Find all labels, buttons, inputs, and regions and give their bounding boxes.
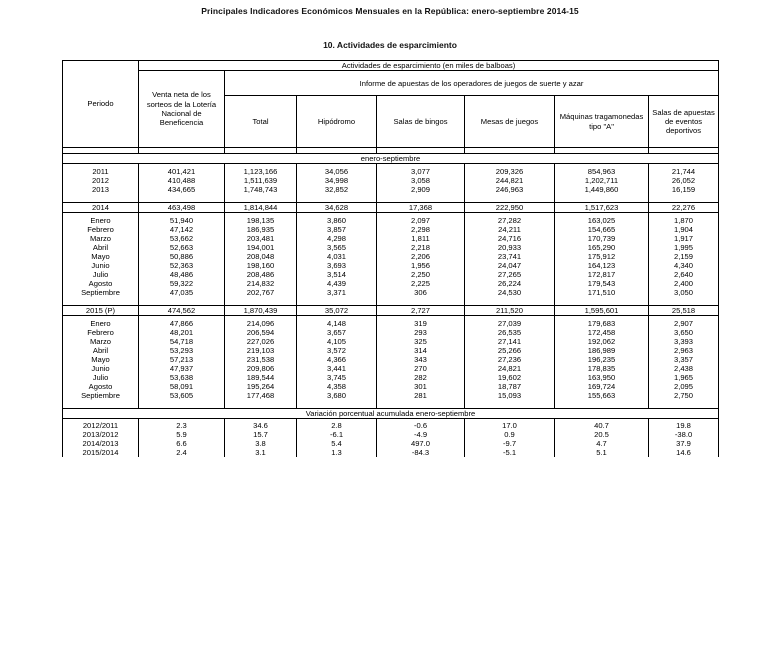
- spacer-cell: [63, 297, 139, 306]
- spacer-cell: [649, 400, 719, 409]
- row-value-cell: 246,963: [465, 185, 555, 194]
- row-period-label: Junio: [63, 261, 139, 270]
- row-period-label: 2012: [63, 176, 139, 185]
- row-value-cell: 14.6: [649, 448, 719, 457]
- table-row: [63, 279, 719, 288]
- band-label-enero-septiembre: enero-septiembre: [63, 154, 719, 164]
- row-value-cell: 179,543: [555, 279, 649, 288]
- row-value-cell: 48,486: [139, 270, 225, 279]
- row-value-cell: 3,441: [297, 364, 377, 373]
- row-value-cell: 3,857: [297, 225, 377, 234]
- row-value-cell: 20,933: [465, 243, 555, 252]
- header-col-salas-bingos: Salas de bingos: [377, 96, 465, 148]
- row-value-cell: 2.3: [139, 421, 225, 430]
- row-value-cell: 1,123,166: [225, 167, 297, 176]
- row-value-cell: 2,159: [649, 252, 719, 261]
- row-period-label: Septiembre: [63, 288, 139, 297]
- row-value-cell: 35,072: [297, 306, 377, 316]
- row-value-cell: 47,142: [139, 225, 225, 234]
- row-value-cell: 2,963: [649, 346, 719, 355]
- spacer-cell: [297, 297, 377, 306]
- row-value-cell: 58,091: [139, 382, 225, 391]
- row-value-cell: 2,750: [649, 391, 719, 400]
- header-periodo: Periodo: [63, 61, 139, 148]
- spacer-cell: [139, 400, 225, 409]
- table-row: [63, 391, 719, 400]
- row-value-cell: 2.8: [297, 421, 377, 430]
- row-value-cell: 2,907: [649, 319, 719, 328]
- row-period-label: 2013/2012: [63, 430, 139, 439]
- table-row: [63, 364, 719, 373]
- table-row: [63, 225, 719, 234]
- row-value-cell: 2,640: [649, 270, 719, 279]
- row-period-label: Marzo: [63, 234, 139, 243]
- row-value-cell: 319: [377, 319, 465, 328]
- spacer-cell: [63, 400, 139, 409]
- row-value-cell: 53,662: [139, 234, 225, 243]
- row-period-label: 2015/2014: [63, 448, 139, 457]
- header-col-loteria: Venta neta de los sorteos de la Lotería Nacional de Beneficencia: [139, 71, 225, 148]
- table-row: [63, 270, 719, 279]
- header-col-total: Total: [225, 96, 297, 148]
- row-value-cell: 5.1: [555, 448, 649, 457]
- spacer-cell: [297, 400, 377, 409]
- row-value-cell: 50,886: [139, 252, 225, 261]
- row-value-cell: 15.7: [225, 430, 297, 439]
- row-value-cell: 3,371: [297, 288, 377, 297]
- row-value-cell: 2,206: [377, 252, 465, 261]
- spacer-cell: [63, 194, 139, 203]
- row-value-cell: 244,821: [465, 176, 555, 185]
- row-value-cell: 27,236: [465, 355, 555, 364]
- row-value-cell: 4,340: [649, 261, 719, 270]
- row-value-cell: -84.3: [377, 448, 465, 457]
- row-value-cell: 2,218: [377, 243, 465, 252]
- row-value-cell: 25,266: [465, 346, 555, 355]
- row-value-cell: 1.3: [297, 448, 377, 457]
- table-row: [63, 252, 719, 261]
- header-col-deportivos: Salas de apuestas de eventos deportivos: [649, 96, 719, 148]
- row-value-cell: 4,148: [297, 319, 377, 328]
- row-value-cell: 175,912: [555, 252, 649, 261]
- row-value-cell: 208,486: [225, 270, 297, 279]
- row-value-cell: 282: [377, 373, 465, 382]
- row-period-label: 2012/2011: [63, 421, 139, 430]
- row-value-cell: 163,950: [555, 373, 649, 382]
- row-value-cell: 16,159: [649, 185, 719, 194]
- row-value-cell: 293: [377, 328, 465, 337]
- row-value-cell: 194,001: [225, 243, 297, 252]
- row-value-cell: 1,811: [377, 234, 465, 243]
- table-row: [63, 203, 719, 213]
- row-value-cell: 53,638: [139, 373, 225, 382]
- row-value-cell: 24,716: [465, 234, 555, 243]
- row-period-label: 2014: [63, 203, 139, 213]
- row-value-cell: 19.8: [649, 421, 719, 430]
- row-value-cell: 1,870,439: [225, 306, 297, 316]
- row-value-cell: 6.6: [139, 439, 225, 448]
- row-value-cell: 1,870: [649, 216, 719, 225]
- row-value-cell: 4,439: [297, 279, 377, 288]
- row-value-cell: 155,663: [555, 391, 649, 400]
- row-period-label: Marzo: [63, 337, 139, 346]
- row-value-cell: 24,211: [465, 225, 555, 234]
- row-value-cell: 2.4: [139, 448, 225, 457]
- row-value-cell: 53,605: [139, 391, 225, 400]
- spacer-cell: [139, 194, 225, 203]
- table-row: [63, 439, 719, 448]
- header-row-group-top: [63, 61, 719, 71]
- row-value-cell: 434,665: [139, 185, 225, 194]
- band-row: [63, 409, 719, 419]
- row-value-cell: 211,520: [465, 306, 555, 316]
- row-value-cell: -5.1: [465, 448, 555, 457]
- row-value-cell: 4,298: [297, 234, 377, 243]
- row-value-cell: 214,832: [225, 279, 297, 288]
- spacer-row: [63, 194, 719, 203]
- row-value-cell: 165,290: [555, 243, 649, 252]
- row-value-cell: 52,363: [139, 261, 225, 270]
- row-period-label: Enero: [63, 216, 139, 225]
- row-value-cell: 48,201: [139, 328, 225, 337]
- row-period-label: Febrero: [63, 225, 139, 234]
- row-value-cell: 34,998: [297, 176, 377, 185]
- spacer-cell: [555, 400, 649, 409]
- table-row: [63, 288, 719, 297]
- table-row: [63, 373, 719, 382]
- row-value-cell: 34,056: [297, 167, 377, 176]
- row-value-cell: 47,866: [139, 319, 225, 328]
- row-value-cell: 51,940: [139, 216, 225, 225]
- row-value-cell: 18,787: [465, 382, 555, 391]
- row-value-cell: 2,400: [649, 279, 719, 288]
- row-value-cell: 1,748,743: [225, 185, 297, 194]
- row-value-cell: 40.7: [555, 421, 649, 430]
- row-value-cell: 209,326: [465, 167, 555, 176]
- row-value-cell: 222,950: [465, 203, 555, 213]
- row-value-cell: 1,956: [377, 261, 465, 270]
- row-value-cell: 2,095: [649, 382, 719, 391]
- row-period-label: Junio: [63, 364, 139, 373]
- row-period-label: Mayo: [63, 252, 139, 261]
- row-value-cell: 57,213: [139, 355, 225, 364]
- row-value-cell: 52,663: [139, 243, 225, 252]
- row-value-cell: 5.4: [297, 439, 377, 448]
- statistics-table-container: [62, 60, 718, 457]
- table-row: [63, 346, 719, 355]
- spacer-cell: [377, 400, 465, 409]
- header-col-maquinas: Máquinas tragamonedas tipo "A": [555, 96, 649, 148]
- row-value-cell: 169,724: [555, 382, 649, 391]
- spacer-cell: [377, 297, 465, 306]
- row-value-cell: 227,026: [225, 337, 297, 346]
- row-value-cell: 154,665: [555, 225, 649, 234]
- row-value-cell: 172,458: [555, 328, 649, 337]
- row-value-cell: 3,860: [297, 216, 377, 225]
- row-value-cell: 3,565: [297, 243, 377, 252]
- row-period-label: 2011: [63, 167, 139, 176]
- row-value-cell: 20.5: [555, 430, 649, 439]
- row-period-label: Julio: [63, 373, 139, 382]
- table-row: [63, 234, 719, 243]
- row-value-cell: 3,572: [297, 346, 377, 355]
- band-label-variacion-porcentual: Variación porcentual acumulada enero-septiembre: [63, 409, 719, 419]
- spacer-cell: [649, 194, 719, 203]
- row-value-cell: 497.0: [377, 439, 465, 448]
- row-value-cell: 172,817: [555, 270, 649, 279]
- table-row: [63, 430, 719, 439]
- row-value-cell: 5.9: [139, 430, 225, 439]
- row-value-cell: 198,160: [225, 261, 297, 270]
- row-period-label: Julio: [63, 270, 139, 279]
- row-period-label: Febrero: [63, 328, 139, 337]
- row-value-cell: 27,282: [465, 216, 555, 225]
- row-value-cell: 3,650: [649, 328, 719, 337]
- row-value-cell: 4,358: [297, 382, 377, 391]
- table-row: [63, 421, 719, 430]
- row-value-cell: -0.6: [377, 421, 465, 430]
- row-value-cell: 177,468: [225, 391, 297, 400]
- row-value-cell: 1,904: [649, 225, 719, 234]
- row-value-cell: 196,235: [555, 355, 649, 364]
- row-value-cell: 23,741: [465, 252, 555, 261]
- row-value-cell: 3,745: [297, 373, 377, 382]
- row-value-cell: 192,062: [555, 337, 649, 346]
- section-title: 10. Actividades de esparcimiento: [323, 40, 457, 50]
- table-row: [63, 261, 719, 270]
- spacer-cell: [465, 400, 555, 409]
- row-value-cell: 270: [377, 364, 465, 373]
- row-value-cell: 343: [377, 355, 465, 364]
- row-value-cell: 2,250: [377, 270, 465, 279]
- row-value-cell: 1,965: [649, 373, 719, 382]
- row-value-cell: 2,298: [377, 225, 465, 234]
- row-value-cell: 3,693: [297, 261, 377, 270]
- table-row: [63, 448, 719, 457]
- row-value-cell: 1,917: [649, 234, 719, 243]
- row-value-cell: 27,141: [465, 337, 555, 346]
- table-row: [63, 337, 719, 346]
- row-value-cell: 1,202,711: [555, 176, 649, 185]
- row-period-label: 2013: [63, 185, 139, 194]
- row-value-cell: 0.9: [465, 430, 555, 439]
- row-value-cell: 3.1: [225, 448, 297, 457]
- row-value-cell: 164,123: [555, 261, 649, 270]
- row-value-cell: 189,544: [225, 373, 297, 382]
- spacer-cell: [555, 194, 649, 203]
- row-value-cell: 281: [377, 391, 465, 400]
- row-value-cell: 24,530: [465, 288, 555, 297]
- row-period-label: Septiembre: [63, 391, 139, 400]
- row-value-cell: 1,511,639: [225, 176, 297, 185]
- row-value-cell: 4.7: [555, 439, 649, 448]
- row-value-cell: 206,594: [225, 328, 297, 337]
- row-value-cell: 163,025: [555, 216, 649, 225]
- band-row-enero-septiembre: [63, 154, 719, 164]
- row-value-cell: 2,909: [377, 185, 465, 194]
- row-value-cell: 1,449,860: [555, 185, 649, 194]
- row-value-cell: 306: [377, 288, 465, 297]
- row-value-cell: 4,366: [297, 355, 377, 364]
- row-value-cell: 47,035: [139, 288, 225, 297]
- row-value-cell: 2,225: [377, 279, 465, 288]
- row-value-cell: 2,438: [649, 364, 719, 373]
- table-row: [63, 185, 719, 194]
- row-value-cell: 3,077: [377, 167, 465, 176]
- row-value-cell: 463,498: [139, 203, 225, 213]
- row-value-cell: 410,488: [139, 176, 225, 185]
- row-value-cell: 214,096: [225, 319, 297, 328]
- document-title: Principales Indicadores Económicos Mensuales en la República: enero-septiembre 2014-15: [201, 6, 579, 16]
- row-value-cell: 4,031: [297, 252, 377, 261]
- row-value-cell: 19,602: [465, 373, 555, 382]
- row-value-cell: 59,322: [139, 279, 225, 288]
- spacer-cell: [465, 297, 555, 306]
- row-value-cell: 325: [377, 337, 465, 346]
- header-group-esparcimiento: Actividades de esparcimiento (en miles de balboas): [139, 61, 719, 71]
- table-row: [63, 382, 719, 391]
- spacer-cell: [139, 297, 225, 306]
- spacer-cell: [555, 297, 649, 306]
- row-period-label: Agosto: [63, 279, 139, 288]
- row-value-cell: 195,264: [225, 382, 297, 391]
- table-row: [63, 216, 719, 225]
- row-period-label: Abril: [63, 243, 139, 252]
- spacer-cell: [225, 194, 297, 203]
- row-value-cell: 32,852: [297, 185, 377, 194]
- row-value-cell: 186,989: [555, 346, 649, 355]
- spacer-cell: [649, 297, 719, 306]
- row-period-label: 2015 (P): [63, 306, 139, 316]
- row-period-label: 2014/2013: [63, 439, 139, 448]
- spacer-row: [63, 400, 719, 409]
- row-value-cell: 202,767: [225, 288, 297, 297]
- table-row: [63, 328, 719, 337]
- row-period-label: Enero: [63, 319, 139, 328]
- row-value-cell: 27,039: [465, 319, 555, 328]
- spacer-cell: [377, 194, 465, 203]
- row-value-cell: 3,357: [649, 355, 719, 364]
- spacer-cell: [225, 400, 297, 409]
- row-value-cell: 208,048: [225, 252, 297, 261]
- spacer-row: [63, 297, 719, 306]
- row-value-cell: 186,935: [225, 225, 297, 234]
- row-value-cell: 54,718: [139, 337, 225, 346]
- row-value-cell: 179,683: [555, 319, 649, 328]
- row-value-cell: 34,628: [297, 203, 377, 213]
- row-value-cell: 22,276: [649, 203, 719, 213]
- row-period-label: Agosto: [63, 382, 139, 391]
- row-value-cell: 26,052: [649, 176, 719, 185]
- row-value-cell: -9.7: [465, 439, 555, 448]
- row-value-cell: 26,224: [465, 279, 555, 288]
- header-row-group-second: [63, 71, 719, 96]
- row-value-cell: 47,937: [139, 364, 225, 373]
- table-row: [63, 355, 719, 364]
- row-value-cell: 1,995: [649, 243, 719, 252]
- spacer-cell: [225, 297, 297, 306]
- row-value-cell: 4,105: [297, 337, 377, 346]
- row-value-cell: 3,680: [297, 391, 377, 400]
- row-value-cell: 209,806: [225, 364, 297, 373]
- row-value-cell: 26,535: [465, 328, 555, 337]
- table-row: [63, 319, 719, 328]
- row-value-cell: 17,368: [377, 203, 465, 213]
- row-value-cell: 854,963: [555, 167, 649, 176]
- row-value-cell: 21,744: [649, 167, 719, 176]
- row-value-cell: 203,481: [225, 234, 297, 243]
- row-value-cell: 314: [377, 346, 465, 355]
- row-value-cell: -38.0: [649, 430, 719, 439]
- row-value-cell: -4.9: [377, 430, 465, 439]
- row-value-cell: 231,538: [225, 355, 297, 364]
- row-value-cell: 3,657: [297, 328, 377, 337]
- row-value-cell: 170,739: [555, 234, 649, 243]
- header-col-mesas-juegos: Mesas de juegos: [465, 96, 555, 148]
- row-value-cell: 219,103: [225, 346, 297, 355]
- row-value-cell: 3,050: [649, 288, 719, 297]
- row-value-cell: 53,293: [139, 346, 225, 355]
- row-value-cell: 1,517,623: [555, 203, 649, 213]
- header-col-hipodromo: Hipódromo: [297, 96, 377, 148]
- row-value-cell: 171,510: [555, 288, 649, 297]
- row-value-cell: 198,135: [225, 216, 297, 225]
- row-value-cell: 401,421: [139, 167, 225, 176]
- row-value-cell: 24,047: [465, 261, 555, 270]
- row-value-cell: 34.6: [225, 421, 297, 430]
- row-value-cell: 474,562: [139, 306, 225, 316]
- spacer-cell: [297, 194, 377, 203]
- table-row: [63, 306, 719, 316]
- table-row: [63, 243, 719, 252]
- row-value-cell: 2,097: [377, 216, 465, 225]
- row-value-cell: 3.8: [225, 439, 297, 448]
- table-row: [63, 167, 719, 176]
- spacer-cell: [465, 194, 555, 203]
- row-value-cell: 178,835: [555, 364, 649, 373]
- row-period-label: Mayo: [63, 355, 139, 364]
- row-value-cell: 3,514: [297, 270, 377, 279]
- row-value-cell: 25,518: [649, 306, 719, 316]
- table-row: [63, 176, 719, 185]
- row-value-cell: 17.0: [465, 421, 555, 430]
- row-value-cell: 1,595,601: [555, 306, 649, 316]
- row-period-label: Abril: [63, 346, 139, 355]
- row-value-cell: 15,093: [465, 391, 555, 400]
- row-value-cell: 2,727: [377, 306, 465, 316]
- row-value-cell: -6.1: [297, 430, 377, 439]
- row-value-cell: 1,814,844: [225, 203, 297, 213]
- row-value-cell: 24,821: [465, 364, 555, 373]
- row-value-cell: 37.9: [649, 439, 719, 448]
- row-value-cell: 3,393: [649, 337, 719, 346]
- row-value-cell: 301: [377, 382, 465, 391]
- statistics-table: [62, 60, 719, 457]
- row-value-cell: 3,058: [377, 176, 465, 185]
- header-group-apuestas: Informe de apuestas de los operadores de juegos de suerte y azar: [225, 71, 719, 96]
- row-value-cell: 27,265: [465, 270, 555, 279]
